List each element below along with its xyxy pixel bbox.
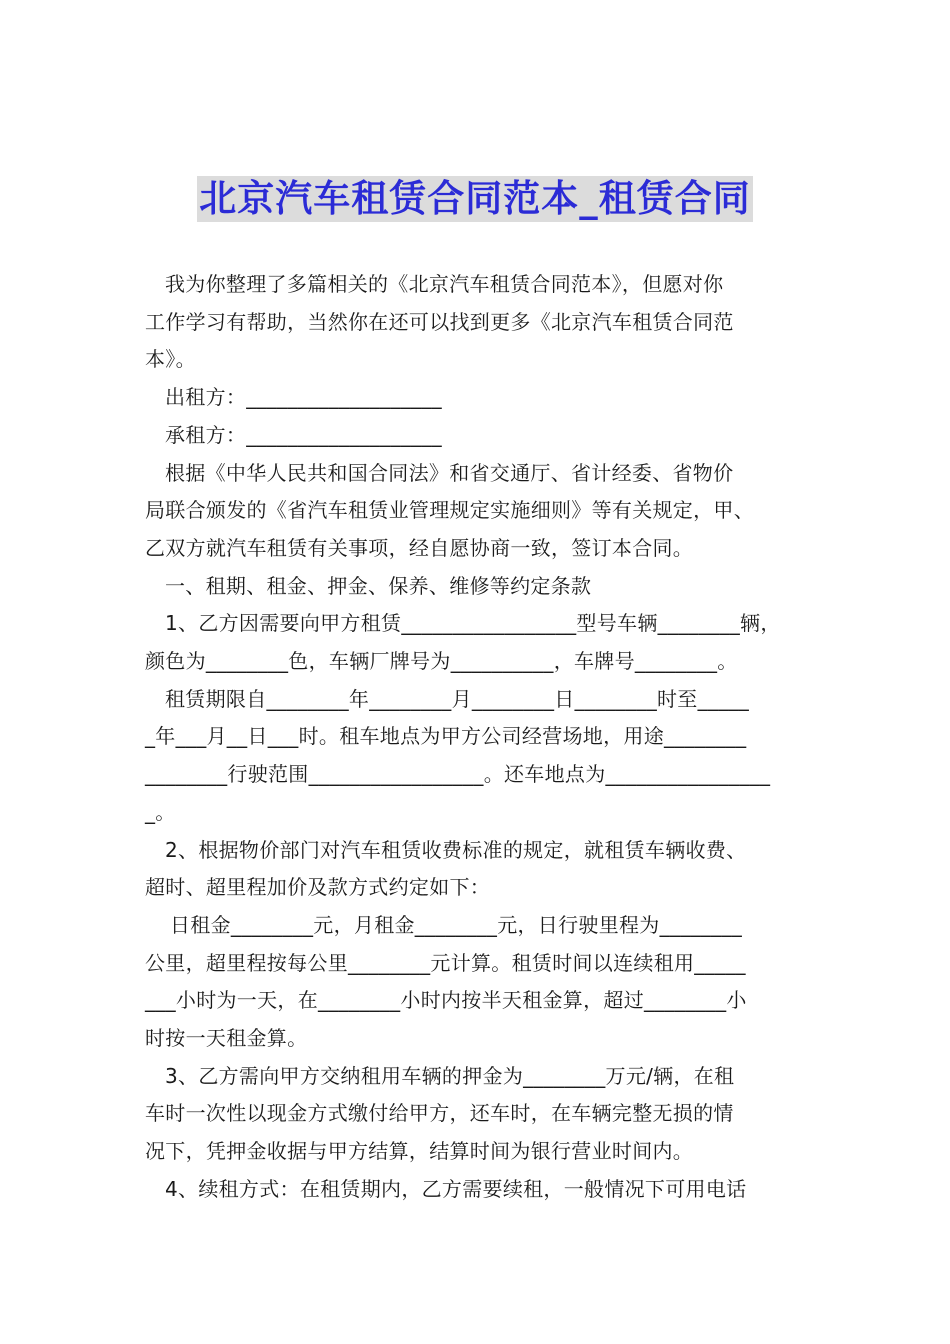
document-line: 乙双方就汽车租赁有关事项，经自愿协商一致，签订本合同。 [145,535,694,560]
document-line: _。 [145,799,176,824]
document-line: 公里，超里程按每公里________元计算。租赁时间以连续租用_____ [145,950,746,975]
document-line: 承租方：___________________ [165,422,442,447]
document-line: 2、根据物价部门对汽车租赁收费标准的规定，就租赁车辆收费、 [165,837,747,862]
document-line: 4、续租方式：在租赁期内，乙方需要续租，一般情况下可用电话 [165,1176,747,1201]
document-line: 工作学习有帮助，当然你在还可以找到更多《北京汽车租赁合同范 [145,309,734,334]
document-line: 根据《中华人民共和国合同法》和省交通厅、省计经委、省物价 [165,460,734,485]
document-line: 租赁期限自________年________月________日________时至_____ [165,686,750,711]
document-line: 超时、超里程加价及款方式约定如下： [145,875,491,900]
document-line: 我为你整理了多篇相关的《北京汽车租赁合同范本》，但愿对你 [165,272,724,296]
document-body [145,266,810,1209]
document-line: 时按一天租金算。 [145,1026,308,1051]
title-container [0,176,950,222]
document-line: 日租金________元，月租金________元，日行驶里程为________ [170,912,742,937]
document-line: 3、乙方需向甲方交纳租用车辆的押金为________万元/辆，在租 [165,1063,735,1088]
document-line: _年___月__日___时。租车地点为甲方公司经营场地，用途________ [145,724,747,749]
document-line: 1、乙方因需要向甲方租赁_________________型号车辆________辆， [165,611,781,636]
document-line: 局联合颁发的《省汽车租赁业管理规定实施细则》等有关规定，甲、 [145,498,754,523]
document-line: 出租方：___________________ [165,385,442,410]
document-line: 车时一次性以现金方式缴付给甲方，还车时，在车辆完整无损的情 [145,1101,734,1126]
document-line: 一、租期、租金、押金、保养、维修等约定条款 [165,573,592,598]
document-line: ___小时为一天，在________小时内按半天租金算，超过________小 [145,988,747,1013]
document-title: 北京汽车租赁合同范本_租赁合同 [199,177,751,220]
document-line: 颜色为________色，车辆厂牌号为__________，车牌号________。 [145,649,738,674]
document-line: 况下，凭押金收据与甲方结算，结算时间为银行营业时间内。 [145,1139,694,1164]
document-line: ________行驶范围_________________。还车地点为________________ [145,762,771,787]
document-line: 本》。 [145,347,196,372]
